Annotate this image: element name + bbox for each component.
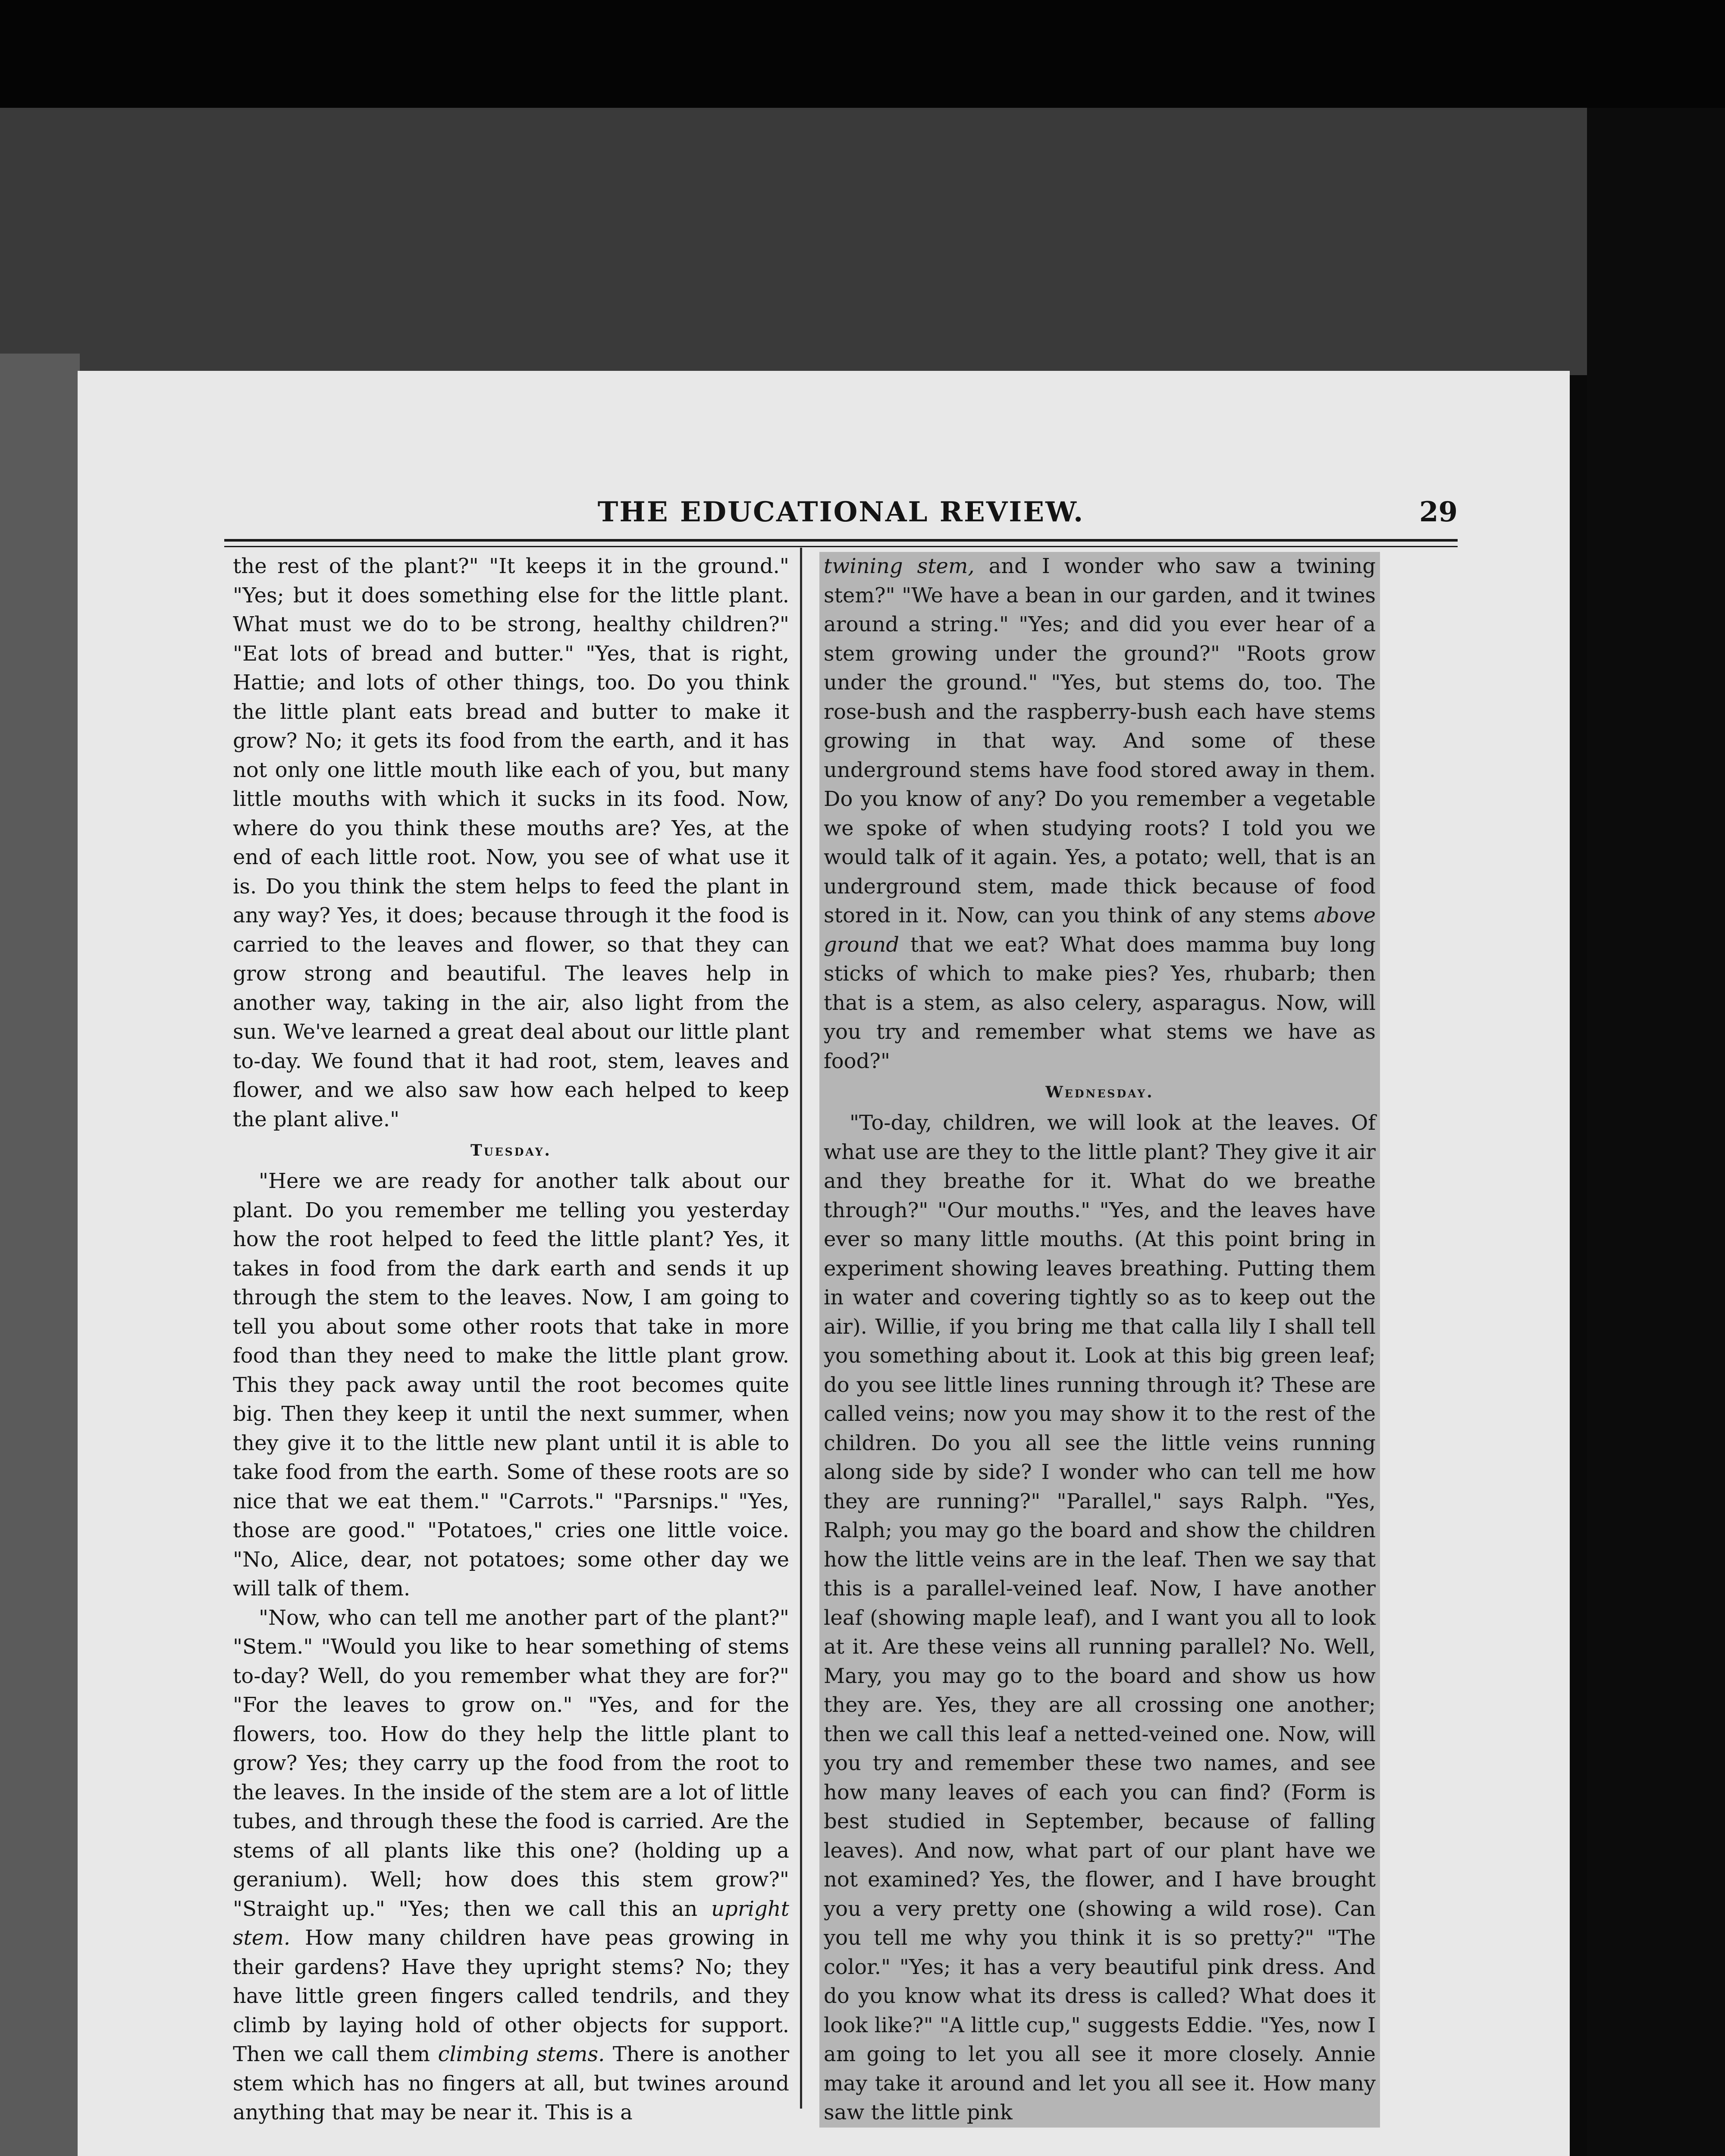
scan-border-right — [1587, 108, 1725, 2156]
paragraph: the rest of the plant?" "It keeps it in the ground." "Yes; but it does something else for the little plant. What must we do to be strong, healthy children?" "Eat lots of bread and butter." "Yes, that is right, Hattie; and lots of other things, too. Do you think the little plant eats bread and butter to make it grow? No; it gets its food from the earth, and it has not only one little mouth like each of you, but many little mouths with which it sucks in its food. Now, where do you think these mouths are? Yes, at the end of each little root. Now, you see of what use it is. Do you think the stem helps to feed the plant in any way? Yes, it does; because through it the food is carried to the leaves and flower, so that they can grow strong and beautiful. The leaves help in another way, taking in the air, also light from the sun. We've learned a great deal about our little plant to-day. We found that it had root, stem, leaves and flower, and we also saw how each helped to keep the plant alive." — [233, 554, 789, 1131]
emphasis-above-ground: above ground — [824, 903, 1376, 957]
page-number: 29 — [1419, 496, 1458, 528]
paragraph: "Here we are ready for another talk about our plant. Do you remember me telling you yesterday how the root helped to feed the little plant? Yes, it takes in food from the dark earth and sends it up through the stem to the leaves. Now, I am going to tell you about some other roots that take in more food than they need to make the little plant grow. This they pack away until the root becomes quite big. Then they keep it until the next summer, when they give it to the little new plant until it is able to take food from the earth. Some of these roots are so nice that we eat them." "Carrots." "Parsnips." "Yes, those are good." "Potatoes," cries one little voice. "No, Alice, dear, not potatoes; some other day we will talk of them. — [233, 1169, 789, 1601]
emphasis-twining-stem: twining stem, — [824, 554, 975, 578]
right-column — [819, 552, 1380, 2128]
left-column — [233, 552, 789, 2128]
paragraph: "To-day, children, we will look at the leaves. Of what use are they to the little plant? They give it air and they breathe for it. What do we breathe through?" "Our mouths." "Yes, and the leaves have ever so many little mouths. (At this point bring in experiment showing leaves breathing. Putting them in water and covering tightly so as to keep out the air). Willie, if you bring me that calla lily I shall tell you something about it. Look at this big green leaf; do you see little lines running through it? These are called veins; now you may show it to the rest of the children. Do you all see the little veins running along side by side? I wonder who can tell me how they are running?" "Parallel," says Ralph. "Yes, Ralph; you may go the board and show the children how the little veins are in the leaf. Then we say that this is a parallel-veined leaf. Now, I have another leaf (showing maple leaf), and I want you all to look at it. Are these veins all running parallel? No. Well, Mary, you may go to the board and show us how they are. Yes, they are all crossing one another; then we call this leaf a netted-veined one. Now, will you try and remember these two names, and see how many leaves of each you can find? (Form is best studied in September, because of falling leaves). And now, what part of our plant have we not examined? Yes, the flower, and I have brought you a very pretty one (showing a wild rose). Can you tell me why you think it is so pretty?" "The color." "Yes; it has a very beautiful pink dress. And do you know what its dress is called? What does it look like?" "A little cup," suggests Eddie. "Yes, now I am going to let you all see it more closely. Annie may take it around and let you all see it. How many saw the little pink — [824, 1111, 1376, 2125]
page-header — [224, 496, 1458, 530]
column-divider — [800, 548, 802, 2109]
text-run: that we eat? What does mamma buy long sticks of which to make pies? Yes, rhubarb; then that is a stem, as also celery, asparagus. Now, will you try and remember what stems we have as food?" — [824, 932, 1376, 1073]
facing-page-edge — [0, 354, 80, 2156]
paragraph — [233, 1604, 789, 2128]
emphasis-climbing-stems: climbing stems. — [438, 2042, 605, 2066]
header-rule — [224, 539, 1458, 547]
text-run: "Now, who can tell me another part of the plant?" "Stem." "Would you like to hear something of stems to-day? Well, do you remember what they are for?" "For the leaves to grow on." "Yes, and for the flowers, too. How do they help the little plant to grow? Yes; they carry up the food from the root to the leaves. In the inside of the stem are a lot of little tubes, and through these the food is carried. Are the stems of all plants like this one? (holding up a geranium). Well; how does this stem grow?" "Straight up." "Yes; then we call this an — [233, 1605, 789, 1921]
emphasis-upright-stem: upright stem. — [233, 1896, 789, 1950]
text-run: There is another stem which has no fingers at all, but twines around anything that may be near it. This is a — [233, 2042, 790, 2125]
scan-border-top — [0, 0, 1725, 108]
page — [78, 371, 1570, 2156]
scan-shadow — [0, 108, 1725, 375]
text-run: and I wonder who saw a twining stem?" "We have a bean in our garden, and it twines around a string." "Yes; and did you ever hear of a stem growing under the ground?" "Roots grow under the ground." "Yes, but stems do, too. The rose-bush and the raspberry-bush each have stems growing in that way. And some of these underground stems have food stored away in them. Do you know of any? Do you remember a vegetable we spoke of when studying roots? I told you we would talk of it again. Yes, a potato; well, that is an underground stem, made thick because of food stored in it. Now, can you think of any stems — [824, 554, 1376, 928]
section-heading-tuesday: Tuesday. — [470, 1141, 552, 1159]
journal-title: THE EDUCATIONAL REVIEW. — [597, 496, 1085, 528]
section-heading-wednesday: Wednesday. — [1045, 1083, 1154, 1101]
text-run: How many children have peas growing in their gardens? Have they upright stems? No; they have little green fingers called tendrils, and they climb by laying hold of other objects for support. Then we call them — [233, 1926, 789, 2066]
paragraph — [824, 552, 1376, 1076]
